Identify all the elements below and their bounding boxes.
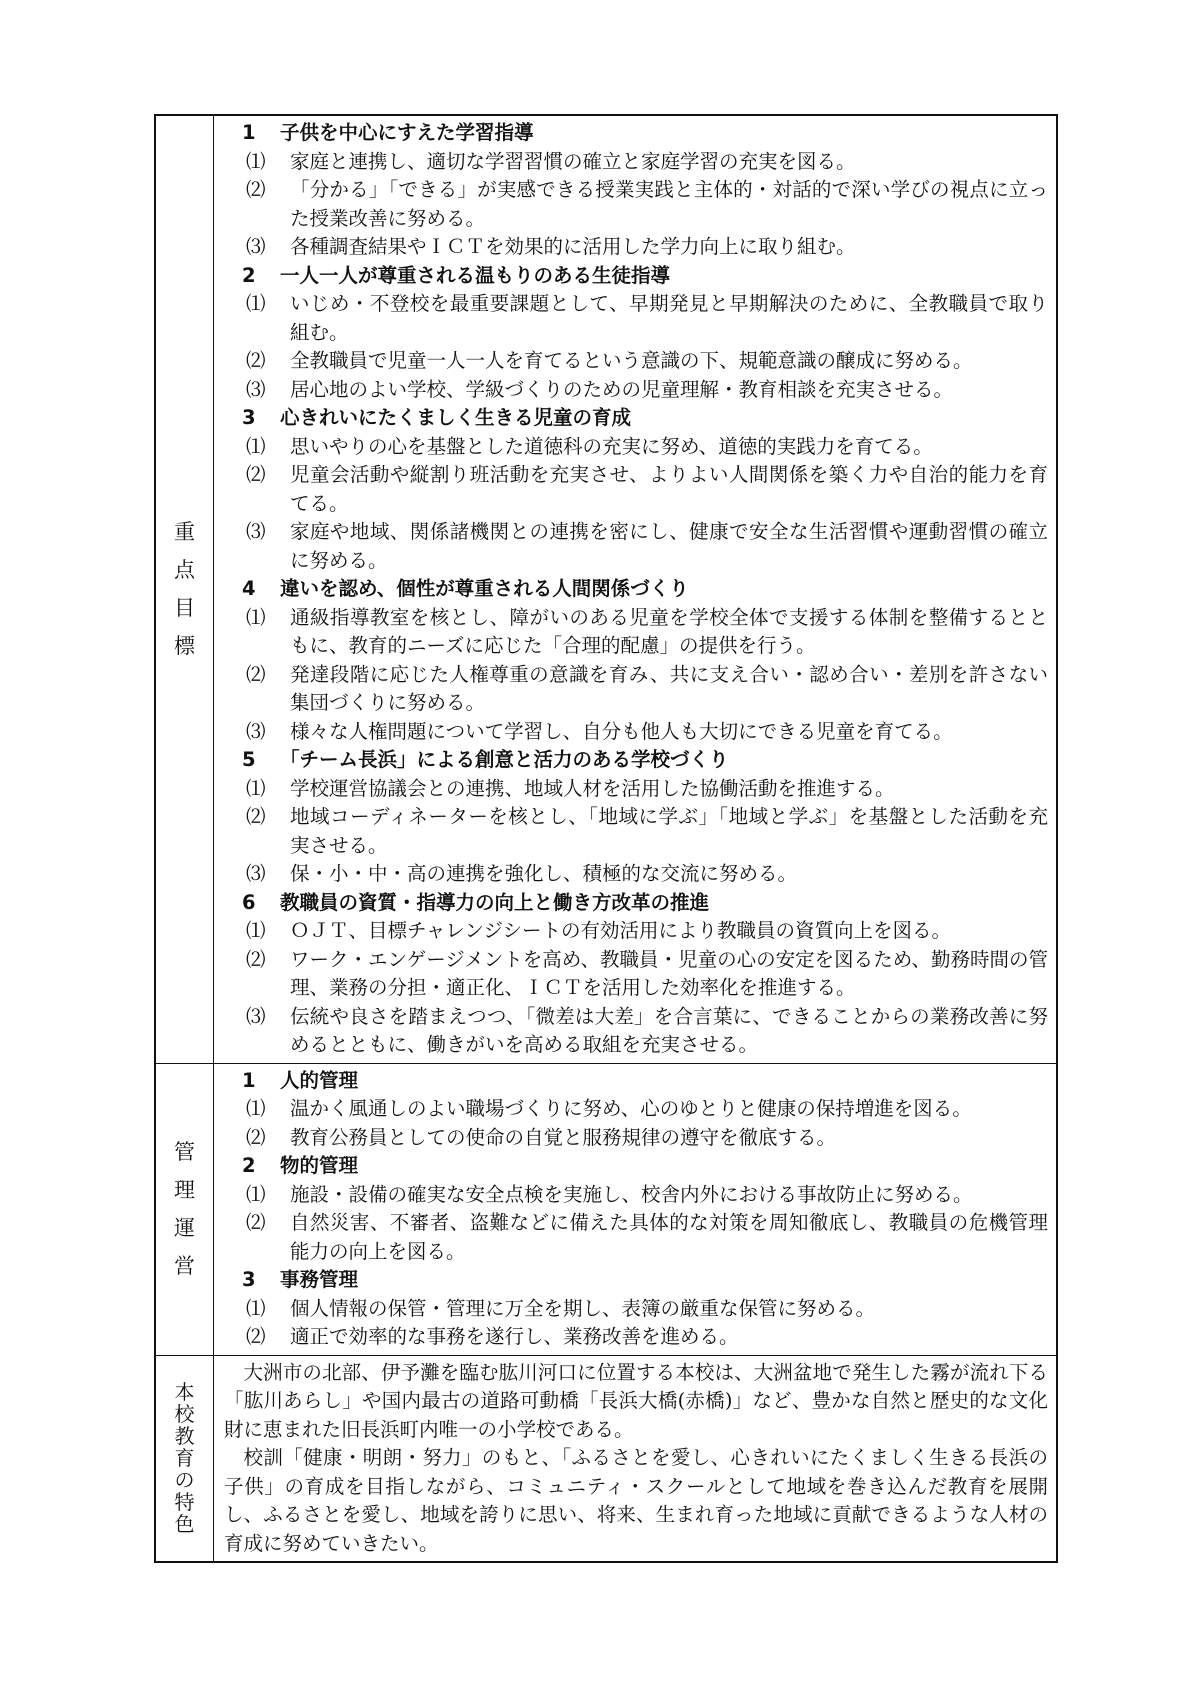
list-item xyxy=(224,1003,1048,1060)
item-marker: ⑶ xyxy=(246,235,266,258)
list-item xyxy=(224,1095,1048,1124)
list-item xyxy=(224,1323,1048,1352)
item-text: 個人情報の保管・管理に万全を期し、表簿の厳重な保管に努める。 xyxy=(290,1296,876,1320)
item-marker: ⑵ xyxy=(246,947,266,971)
label-char: 校 xyxy=(174,1402,195,1427)
item-text: 「分かる」「できる」が実感できる授業実践と主体的・対話的で深い学びの視点に立った授業改善に努める。 xyxy=(290,178,1048,230)
label-char: 色 xyxy=(174,1512,195,1537)
section-label-cell xyxy=(156,116,214,1063)
group-number: 3 xyxy=(242,406,256,429)
group-number: 2 xyxy=(242,1154,256,1177)
list-item xyxy=(224,803,1048,860)
item-text: いじめ・不登校を最重要課題として、早期発見と早期解決のために、全教職員で取り組む。 xyxy=(290,292,1048,344)
label-char: 理 xyxy=(174,1177,195,1202)
group-title: 子供を中心にすえた学習指導 xyxy=(280,121,534,144)
list-item xyxy=(224,860,1048,889)
item-text: 保・小・中・高の連携を強化し、積極的な交流に努める。 xyxy=(290,862,798,885)
section-label xyxy=(175,1380,195,1536)
item-marker: ⑵ xyxy=(246,1325,266,1348)
list-item xyxy=(224,233,1048,262)
section-label xyxy=(174,1125,195,1294)
list-item xyxy=(224,461,1048,518)
group-heading xyxy=(224,575,1048,604)
item-marker: ⑵ xyxy=(246,1125,266,1149)
item-marker: ⑶ xyxy=(246,862,266,885)
item-text: 全教職員で児童一人一人を育てるという意識の下、規範意識の醸成に努める。 xyxy=(290,349,973,372)
label-char: 営 xyxy=(174,1253,195,1278)
item-marker: ⑴ xyxy=(246,292,266,315)
list-item xyxy=(224,917,1048,946)
item-text: 家庭や地域、関係諸機関との連携を密にし、健康で安全な生活習慣や運動習慣の確立に努める。 xyxy=(290,520,1048,572)
item-marker: ⑶ xyxy=(246,520,266,543)
item-marker: ⑴ xyxy=(246,919,266,942)
item-marker: ⑵ xyxy=(246,662,266,686)
list-item xyxy=(224,1295,1048,1324)
group-title: 「チーム長浜」による創意と活力のある学校づくり xyxy=(280,748,729,771)
label-char: 特 xyxy=(174,1490,195,1515)
group-number: 5 xyxy=(242,748,256,771)
group-heading xyxy=(224,1152,1048,1181)
item-text: 教育公務員としての使命の自覚と服務規律の遵守を徹底する。 xyxy=(290,1125,837,1149)
item-marker: ⑴ xyxy=(246,149,266,173)
group-number: 1 xyxy=(242,1068,256,1092)
group-number: 3 xyxy=(242,1268,256,1291)
group-heading xyxy=(224,746,1048,775)
list-item xyxy=(224,718,1048,747)
group-number: 6 xyxy=(242,890,256,914)
item-text: 家庭と連携し、適切な学習習慣の確立と家庭学習の充実を図る。 xyxy=(290,149,856,173)
list-item xyxy=(224,347,1048,376)
item-text: 地域コーディネーターを核とし、「地域に学ぶ」「地域と学ぶ」を基盤とした活動を充実させる。 xyxy=(290,805,1048,857)
item-text: 発達段階に応じた人権尊重の意識を育み、共に支え合い・認め合い・差別を許さない集団づくりに努める。 xyxy=(290,662,1048,714)
school-plan-table xyxy=(154,114,1058,1563)
item-text: 居心地のよい学校、学級づくりのための児童理解・教育相談を充実させる。 xyxy=(290,377,954,401)
group-heading xyxy=(224,1067,1048,1096)
item-marker: ⑴ xyxy=(246,605,266,629)
features-paragraph: 大洲市の北部、伊予灘を臨む肱川河口に位置する本校は、大洲盆地で発生した霧が流れ下る「肱川あらし」や国内最古の道路可動橋「長浜大橋(赤橋)」など、豊かな自然と歴史的な文化財に恵まれた旧長浜町内唯一の小学校である。 xyxy=(224,1360,1048,1441)
item-marker: ⑵ xyxy=(246,178,266,201)
group-number: 2 xyxy=(242,263,256,287)
item-text: 自然災害、不審者、盗難などに備えた具体的な対策を周知徹底し、教職員の危機管理能力の向上を図る。 xyxy=(290,1211,1048,1263)
group-number: 1 xyxy=(242,121,256,144)
group-title: 物的管理 xyxy=(280,1154,359,1177)
group-heading xyxy=(224,119,1048,148)
group-heading xyxy=(224,889,1048,918)
label-char: 目 xyxy=(174,595,195,620)
label-char: 管 xyxy=(174,1139,195,1164)
label-char: 本 xyxy=(174,1380,195,1405)
item-text: 伝統や良さを踏まえつつ、「微差は大差」を合言葉に、できることからの業務改善に努めるとともに、働きがいを高める取組を充実させる。 xyxy=(290,1004,1048,1056)
group-title: 教職員の資質・指導力の向上と働き方改革の推進 xyxy=(280,890,710,914)
item-text: 児童会活動や縦割り班活動を充実させ、よりよい人間関係を築く力や自治的能力を育てる。 xyxy=(290,463,1048,515)
item-marker: ⑵ xyxy=(246,463,266,486)
group-title: 違いを認め、個性が尊重される人間関係づくり xyxy=(280,577,689,600)
item-marker: ⑴ xyxy=(246,1182,266,1206)
item-marker: ⑶ xyxy=(246,377,266,401)
item-text: ＯＪＴ、目標チャレンジシートの有効活用により教職員の資質向上を図る。 xyxy=(290,919,951,942)
item-marker: ⑴ xyxy=(246,1296,266,1320)
item-marker: ⑵ xyxy=(246,1211,266,1234)
item-marker: ⑶ xyxy=(246,719,266,743)
section-content xyxy=(214,1355,1056,1562)
list-item xyxy=(224,604,1048,661)
list-item xyxy=(224,775,1048,804)
group-title: 一人一人が尊重される温もりのある生徒指導 xyxy=(280,263,671,287)
list-item xyxy=(224,290,1048,347)
group-title: 心きれいにたくましく生きる児童の育成 xyxy=(280,406,632,429)
list-item xyxy=(224,148,1048,177)
group-heading xyxy=(224,1266,1048,1295)
label-char: 点 xyxy=(174,557,195,582)
item-marker: ⑴ xyxy=(246,776,266,800)
list-item xyxy=(224,1209,1048,1266)
list-item xyxy=(224,518,1048,575)
group-number: 4 xyxy=(242,577,256,600)
item-text: 温かく風通しのよい職場づくりに努め、心のゆとりと健康の保持増進を図る。 xyxy=(290,1097,972,1120)
section-content xyxy=(214,1063,1056,1355)
item-text: 思いやりの心を基盤とした道徳科の充実に努め、道徳的実践力を育てる。 xyxy=(290,434,933,458)
item-marker: ⑶ xyxy=(246,1004,266,1028)
list-item xyxy=(224,1124,1048,1153)
item-text: ワーク・エンゲージメントを高め、教職員・児童の心の安定を図るため、勤務時間の管理、業務の分担・適正化、ＩＣＴを活用した効率化を推進する。 xyxy=(290,947,1048,999)
label-char: 教 xyxy=(174,1424,195,1449)
list-item xyxy=(224,661,1048,718)
section-content xyxy=(214,116,1056,1063)
list-item xyxy=(224,376,1048,405)
group-title: 人的管理 xyxy=(280,1068,359,1092)
list-item xyxy=(224,946,1048,1003)
list-item xyxy=(224,176,1048,233)
section-label-cell xyxy=(156,1355,214,1562)
group-heading xyxy=(224,404,1048,433)
label-char: 標 xyxy=(174,633,195,658)
item-text: 学校運営協議会との連携、地域人材を活用した協働活動を推進する。 xyxy=(290,776,895,800)
item-marker: ⑴ xyxy=(246,434,266,458)
section-label xyxy=(174,505,195,674)
group-heading xyxy=(224,262,1048,291)
item-marker: ⑴ xyxy=(246,1097,266,1120)
label-char: 運 xyxy=(174,1215,195,1240)
label-char: の xyxy=(174,1468,195,1493)
list-item xyxy=(224,433,1048,462)
item-marker: ⑵ xyxy=(246,805,266,828)
item-text: 施設・設備の確実な安全点検を実施し、校舎内外における事故防止に努める。 xyxy=(290,1182,973,1206)
list-item xyxy=(224,1181,1048,1210)
features-paragraph: 校訓「健康・明朗・努力」のもと、「ふるさとを愛し、心きれいにたくましく生きる長浜の子供」の育成を目指しながら、コミュニティ・スクールとして地域を巻き込んだ教育を展開し、ふるさとを愛し、地域を誇りに思い、将来、生まれ育った地域に貢献できるような人材の育成に努めていきたい。 xyxy=(224,1446,1048,1555)
section-label-cell xyxy=(156,1063,214,1355)
item-text: 適正で効率的な事務を遂行し、業務改善を進める。 xyxy=(290,1325,739,1348)
item-text: 各種調査結果やＩＣＴを効果的に活用した学力向上に取り組む。 xyxy=(290,235,856,258)
group-title: 事務管理 xyxy=(280,1268,359,1291)
label-char: 重 xyxy=(174,519,195,544)
label-char: 育 xyxy=(174,1446,195,1471)
item-marker: ⑵ xyxy=(246,349,266,372)
item-text: 様々な人権問題について学習し、自分も他人も大切にできる児童を育てる。 xyxy=(290,719,953,743)
item-text: 通級指導教室を核とし、障がいのある児童を学校全体で支援する体制を整備するとともに、教育的ニーズに応じた「合理的配慮」の提供を行う。 xyxy=(290,605,1048,657)
